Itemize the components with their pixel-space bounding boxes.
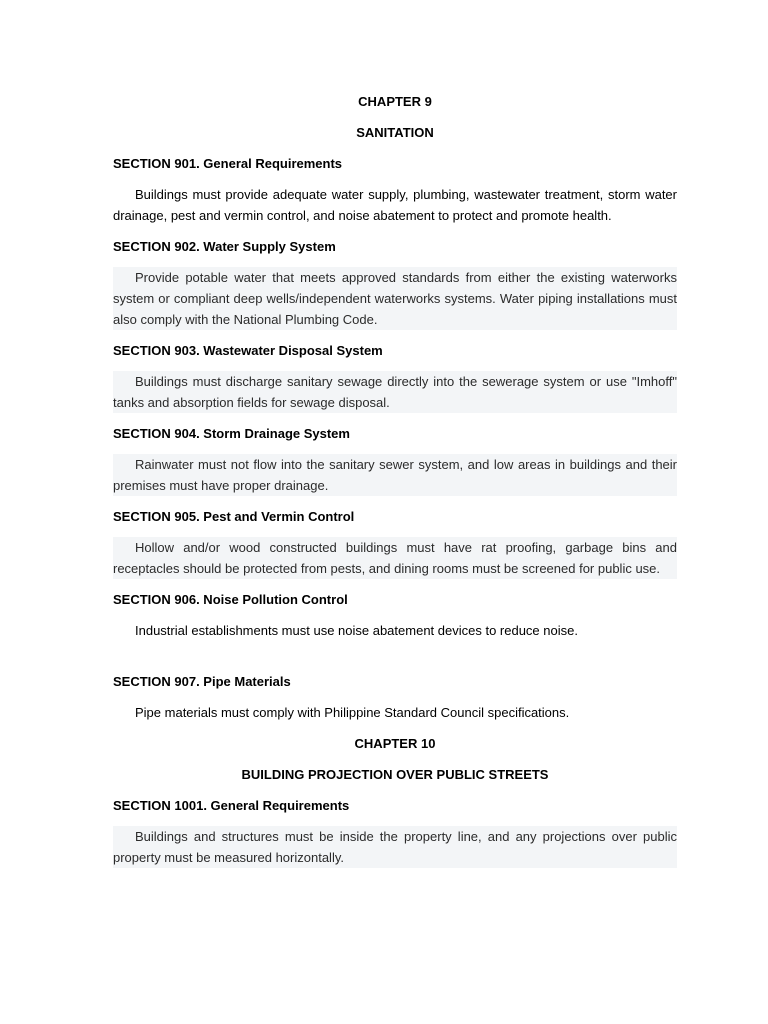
section-901-heading: SECTION 901. General Requirements <box>113 156 343 171</box>
chapter-10-number: CHAPTER 10 <box>354 736 436 751</box>
document-body <box>113 91 677 868</box>
chapter-9-title: SANITATION <box>356 125 434 140</box>
section-904-body: Rainwater must not flow into the sanitary sewer system, and low areas in buildings and their premises must have proper drainage. <box>113 454 677 496</box>
section-1001-body: Buildings and structures must be inside the property line, and any projections over public property must be measured horizontally. <box>113 826 677 868</box>
section-901-body: Buildings must provide adequate water supply, plumbing, wastewater treatment, storm water drainage, pest and vermin control, and noise abatement to protect and promote health. <box>113 187 677 223</box>
section-905-heading: SECTION 905. Pest and Vermin Control <box>113 509 355 524</box>
section-907-heading: SECTION 907. Pipe Materials <box>113 674 291 689</box>
section-907-body: Pipe materials must comply with Philippine Standard Council specifications. <box>135 705 570 720</box>
section-903-body: Buildings must discharge sanitary sewage directly into the sewerage system or use "Imhoff" tanks and absorption fields for sewage disposal. <box>113 371 677 413</box>
section-1001-heading: SECTION 1001. General Requirements <box>113 798 350 813</box>
section-902-heading: SECTION 902. Water Supply System <box>113 239 336 254</box>
chapter-9-number: CHAPTER 9 <box>358 94 432 109</box>
section-902-body: Provide potable water that meets approved standards from either the existing waterworks system or compliant deep wells/independent waterworks systems. Water piping installations must also comply with the National Plumbing Code. <box>113 267 677 330</box>
section-906-heading: SECTION 906. Noise Pollution Control <box>113 592 348 607</box>
section-903-heading: SECTION 903. Wastewater Disposal System <box>113 343 383 358</box>
section-904-heading: SECTION 904. Storm Drainage System <box>113 426 350 441</box>
chapter-10-title: BUILDING PROJECTION OVER PUBLIC STREETS <box>241 767 549 782</box>
section-906-body: Industrial establishments must use noise abatement devices to reduce noise. <box>135 623 578 638</box>
section-905-body: Hollow and/or wood constructed buildings must have rat proofing, garbage bins and receptacles should be protected from pests, and dining rooms must be screened for public use. <box>113 537 677 579</box>
